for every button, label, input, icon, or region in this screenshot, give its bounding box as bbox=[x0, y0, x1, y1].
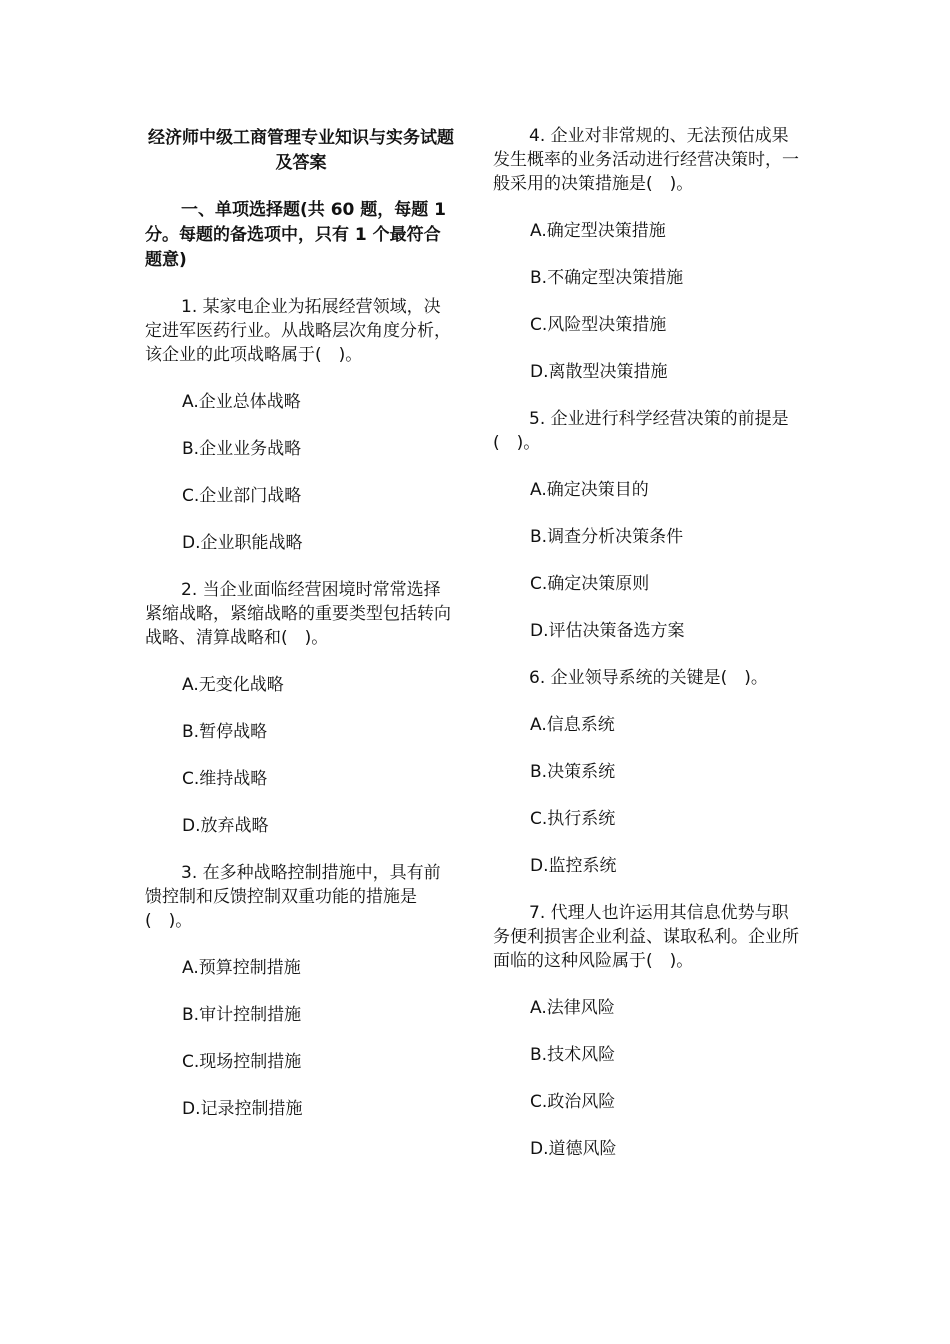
question-1 bbox=[145, 295, 457, 555]
question-3 bbox=[145, 861, 457, 1121]
question-stem: 1. 某家电企业为拓展经营领域，决定进军医药行业。从战略层次角度分析，该企业的此项战略属于( )。 bbox=[145, 297, 451, 365]
option-b: B.调查分析决策条件 bbox=[530, 527, 684, 547]
question-stem: 2. 当企业面临经营困境时常常选择紧缩战略，紧缩战略的重要类型包括转向战略、清算战略和( )。 bbox=[145, 580, 451, 648]
option-d: D.道德风险 bbox=[530, 1139, 617, 1159]
option-a: A.无变化战略 bbox=[182, 675, 284, 695]
option-d: D.离散型决策措施 bbox=[530, 362, 668, 382]
question-4 bbox=[493, 124, 805, 384]
question-stem: 5. 企业进行科学经营决策的前提是( )。 bbox=[493, 409, 789, 453]
option-a: A.法律风险 bbox=[530, 998, 615, 1018]
question-stem: 3. 在多种战略控制措施中，具有前馈控制和反馈控制双重功能的措施是( )。 bbox=[145, 863, 441, 931]
question-stem: 6. 企业领导系统的关键是( )。 bbox=[529, 668, 768, 688]
document-title: 经济师中级工商管理专业知识与实务试题及答案 bbox=[148, 128, 454, 173]
question-stem: 7. 代理人也许运用其信息优势与职务便利损害企业利益、谋取私利。企业所面临的这种风险属于( )。 bbox=[493, 903, 799, 971]
option-a: A.信息系统 bbox=[530, 715, 615, 735]
option-b: B.不确定型决策措施 bbox=[530, 268, 684, 288]
option-d: D.记录控制措施 bbox=[182, 1099, 303, 1119]
right-column bbox=[493, 122, 805, 1184]
option-c: C.确定决策原则 bbox=[530, 574, 650, 594]
option-b: B.技术风险 bbox=[530, 1045, 616, 1065]
question-5 bbox=[493, 407, 805, 643]
question-6 bbox=[493, 666, 805, 878]
option-b: B.决策系统 bbox=[530, 762, 616, 782]
section-heading: 一、单项选择题(共 60 题，每题 1 分。每题的备选项中，只有 1 个最符合题意) bbox=[145, 200, 447, 270]
option-d: D.放弃战略 bbox=[182, 816, 269, 836]
question-stem: 4. 企业对非常规的、无法预估成果发生概率的业务活动进行经营决策时，一般采用的决策措施是( )。 bbox=[493, 126, 799, 194]
option-c: C.企业部门战略 bbox=[182, 486, 302, 506]
option-a: A.预算控制措施 bbox=[182, 958, 301, 978]
option-d: D.监控系统 bbox=[530, 856, 617, 876]
option-b: B.企业业务战略 bbox=[182, 439, 302, 459]
left-column bbox=[145, 122, 457, 1144]
question-2 bbox=[145, 578, 457, 838]
option-b: B.暂停战略 bbox=[182, 722, 268, 742]
option-c: C.现场控制措施 bbox=[182, 1052, 302, 1072]
option-c: C.执行系统 bbox=[530, 809, 616, 829]
option-a: A.企业总体战略 bbox=[182, 392, 301, 412]
option-c: C.维持战略 bbox=[182, 769, 268, 789]
option-c: C.风险型决策措施 bbox=[530, 315, 667, 335]
option-b: B.审计控制措施 bbox=[182, 1005, 302, 1025]
option-d: D.评估决策备选方案 bbox=[530, 621, 685, 641]
option-c: C.政治风险 bbox=[530, 1092, 616, 1112]
option-a: A.确定型决策措施 bbox=[530, 221, 666, 241]
option-a: A.确定决策目的 bbox=[530, 480, 649, 500]
question-7 bbox=[493, 901, 805, 1161]
option-d: D.企业职能战略 bbox=[182, 533, 303, 553]
